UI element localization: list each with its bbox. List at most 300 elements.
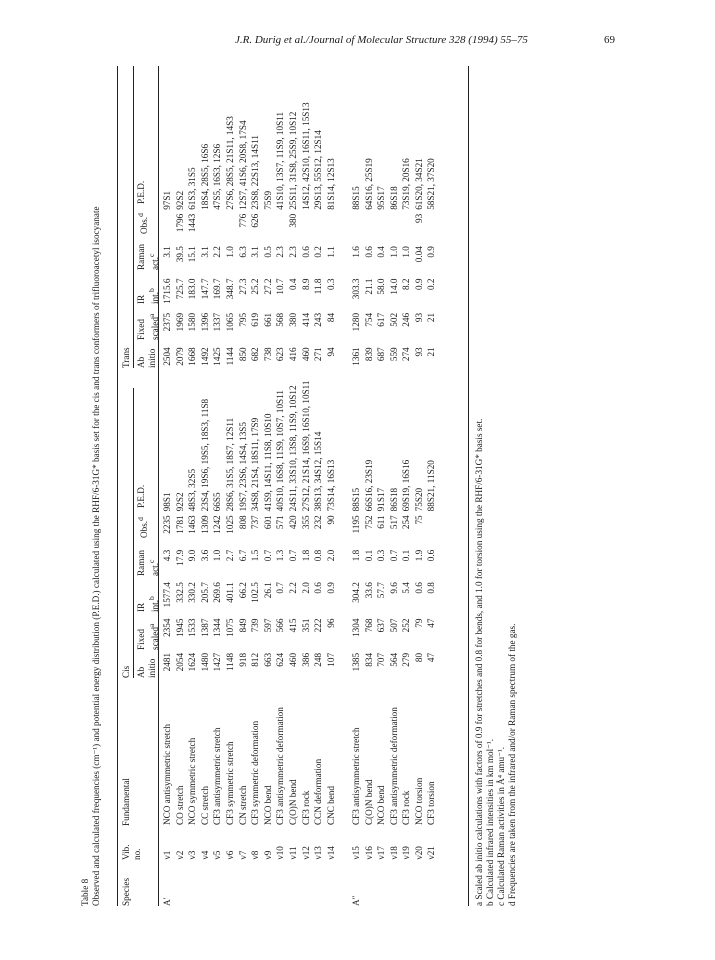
trans-fixed-scaled-cell: 1969	[174, 312, 185, 332]
trans-obs-cell	[162, 210, 175, 242]
fundamental-cell: CF3 antisymmetric deformation	[275, 707, 286, 826]
trans-obs-cell	[351, 210, 364, 242]
cis-ab-initio-cell: 2054	[174, 652, 185, 672]
species-cell	[376, 859, 389, 906]
fundamental-cell: CF3 antisymmetric stretch	[212, 727, 223, 826]
fundamental-cell: CC stretch	[199, 786, 210, 826]
cis-obs-cell: 254	[401, 515, 412, 530]
trans-obs-cell	[401, 210, 414, 242]
cis-fixed-scaled-cell: 597	[262, 618, 273, 633]
species-cell	[225, 859, 238, 906]
trans-obs-cell	[225, 210, 238, 242]
trans-ped-cell: 73S19, 20S16	[401, 158, 412, 210]
trans-ab-initio-cell: 1144	[224, 347, 235, 366]
trans-ir-int-cell: 0.9	[413, 278, 424, 291]
table-row	[275, 66, 288, 906]
footnote: a Scaled ab initio calculations with factors of 0.9 for stretches and 0.8 for bends, and 1.0 for torsion using the RHF/6-31G* basis set.	[474, 418, 484, 906]
header-cis: Cis	[121, 665, 131, 678]
trans-raman-act-cell: 0.04	[413, 246, 424, 263]
trans-fixed-scaled-cell: 568	[275, 312, 286, 327]
cis-obs-cell: 737	[250, 515, 261, 530]
species-cell	[238, 859, 251, 906]
trans-fixed-scaled-cell: 380	[287, 312, 298, 327]
trans-ped-cell: 58S21, 37S20	[426, 158, 437, 210]
cis-obs-cell: 420	[287, 515, 298, 530]
cis-fixed-scaled-cell: 1533	[187, 618, 198, 637]
trans-ab-initio-cell: 559	[388, 347, 399, 362]
cis-ped-cell: 86S18	[388, 487, 399, 512]
cis-raman-act-cell: 6.7	[237, 549, 248, 562]
trans-ir-int-cell: 27.2	[262, 278, 273, 295]
trans-ab-initio-cell: 839	[363, 347, 374, 362]
header-trans-raman-act: Raman act.$^c$	[136, 243, 160, 270]
trans-raman-act-cell: 39.5	[174, 246, 185, 263]
trans-ir-int-cell: 348.7	[224, 278, 235, 300]
trans-ped-cell: 88S15	[350, 186, 361, 210]
trans-obs-cell	[263, 210, 276, 242]
cis-ir-int-cell: 330.2	[187, 582, 198, 603]
cis-fixed-scaled-cell: 566	[275, 618, 286, 633]
cis-ped-cell: 73S14, 16S13	[325, 459, 336, 512]
trans-ab-initio-cell: 93	[413, 347, 424, 357]
trans-ped-cell: 25S11, 31S8, 25S9, 10S12	[287, 111, 298, 210]
cis-ab-initio-cell: 663	[262, 652, 273, 667]
trans-ped-cell: 14S12, 42S10, 16S11, 15S13	[300, 102, 311, 210]
trans-ab-initio-cell: 1361	[350, 347, 361, 366]
header-cis-fixed-scaled: Fixed scaled$^a$	[136, 623, 160, 650]
fundamental-cell: CF3 antisymmetric stretch	[350, 727, 361, 826]
fundamental-cell: NCO bend	[262, 785, 273, 826]
cis-obs-cell: 1025	[224, 515, 235, 534]
trans-raman-act-cell: 0.2	[313, 246, 324, 258]
cis-ir-int-cell: 0.6	[313, 582, 324, 594]
header-trans-ir-int: IR int.$^b$	[136, 288, 160, 304]
vib-no-cell: ν17	[376, 846, 387, 860]
species-cell: A″	[350, 895, 361, 906]
vib-no-cell: ν13	[313, 846, 324, 860]
vib-no-cell: ν14	[325, 846, 336, 860]
cis-ir-int-cell: 33.6	[363, 582, 374, 599]
species-cell	[187, 859, 200, 906]
header-rule	[158, 66, 159, 906]
trans-raman-act-cell: 0.6	[300, 246, 311, 258]
species-cell	[200, 859, 213, 906]
trans-ir-int-cell: 303.3	[350, 278, 361, 300]
trans-obs-cell: 1796	[174, 213, 185, 233]
species-cell	[414, 859, 427, 906]
species-cell	[313, 859, 326, 906]
table-row	[389, 66, 402, 906]
footnote: b Calculated infrared intensities in km mol⁻¹.	[484, 738, 495, 906]
table-row	[376, 66, 389, 906]
trans-ped-cell: 97S1	[162, 190, 172, 210]
journal-citation: J.R. Durig et al./Journal of Molecular Structure 328 (1994) 55–75	[235, 34, 528, 46]
footnote: c Calculated Raman activities in Å⁴ amu⁻¹.	[495, 746, 506, 906]
bottom-rule	[468, 66, 469, 906]
header-cis-ir-int: IR int.$^b$	[136, 596, 160, 612]
trans-rule	[133, 66, 134, 368]
trans-ped-cell: 95S17	[376, 186, 387, 210]
trans-ir-int-cell: 0.4	[287, 278, 298, 291]
cis-rule	[133, 388, 134, 678]
trans-fixed-scaled-cell: 617	[376, 312, 387, 327]
species-cell	[389, 859, 402, 906]
trans-ir-int-cell: 25.2	[250, 278, 261, 295]
table-row	[187, 66, 200, 906]
cis-raman-act-cell: 1.0	[212, 549, 223, 562]
header-trans-ped: P.E.D.	[136, 180, 146, 204]
cis-obs-cell: 232	[313, 515, 324, 530]
cis-raman-act-cell: 1.8	[350, 549, 361, 562]
trans-ab-initio-cell: 1425	[212, 347, 223, 366]
cis-obs-cell: 1463	[187, 515, 198, 534]
trans-ir-int-cell: 1715.6	[162, 278, 172, 304]
cis-raman-act-cell: 0.7	[287, 549, 298, 562]
trans-raman-act-cell: 1.0	[401, 246, 412, 258]
cis-raman-act-cell: 3.6	[199, 549, 210, 562]
trans-obs-cell	[313, 210, 326, 242]
cis-ped-cell: 69S19, 16S16	[401, 459, 412, 512]
vib-no-cell: ν3	[187, 850, 198, 860]
trans-ped-cell: 18S4, 28S5, 16S6	[199, 143, 210, 210]
table-row	[351, 66, 364, 906]
cis-fixed-scaled-cell: 739	[250, 618, 261, 633]
cis-ped-cell: 48S3, 32S5	[187, 468, 198, 512]
trans-ped-cell: 41S10, 13S7, 11S9, 10S11	[275, 111, 286, 210]
cis-ped-cell: 34S8, 21S4, 18S11, 17S9	[250, 417, 261, 512]
trans-obs-cell	[376, 210, 389, 242]
cis-ab-initio-cell: 386	[300, 652, 311, 667]
footnotes	[474, 66, 517, 906]
cis-ped-cell: 24S11, 33S10, 13S8, 11S9, 10S12	[287, 385, 298, 512]
cis-raman-act-cell: 1.9	[413, 549, 424, 562]
cis-raman-act-cell: 9.0	[187, 549, 198, 562]
table-row	[200, 66, 213, 906]
fundamental-cell: CCN deformation	[313, 758, 324, 826]
cis-fixed-scaled-cell: 252	[401, 618, 412, 633]
cis-obs-cell: 1309	[199, 515, 210, 534]
trans-ir-int-cell: 147.7	[199, 278, 210, 300]
trans-fixed-scaled-cell: 84	[325, 312, 336, 323]
trans-obs-cell	[200, 210, 213, 242]
fundamental-cell: NCO symmetric stretch	[187, 737, 198, 826]
cis-ab-initio-cell: 1624	[187, 652, 198, 672]
cis-raman-act-cell: 17.9	[174, 549, 185, 566]
cis-ir-int-cell: 0.6	[413, 582, 424, 594]
trans-ab-initio-cell: 2079	[174, 347, 185, 366]
trans-ab-initio-cell: 274	[401, 347, 412, 362]
cis-fixed-scaled-cell: 415	[287, 618, 298, 633]
cis-ped-cell: 41S9, 14S11, 11S8, 10S10	[262, 413, 273, 512]
cis-ab-initio-cell: 564	[388, 652, 399, 667]
header-trans: Trans	[121, 347, 131, 368]
trans-raman-act-cell: 0.6	[363, 246, 374, 258]
header-cis-ab-initio: Ab initio	[136, 658, 157, 678]
trans-fixed-scaled-cell: 21	[426, 312, 437, 323]
trans-obs-cell	[426, 210, 439, 242]
vib-no-cell: ν18	[388, 846, 399, 860]
cis-ir-int-cell: 0.8	[426, 582, 437, 594]
trans-ir-int-cell: 169.7	[212, 278, 223, 300]
cis-fixed-scaled-cell: 849	[237, 618, 248, 633]
species-cell	[401, 859, 414, 906]
cis-ab-initio-cell: 1480	[199, 652, 210, 672]
cis-ab-initio-cell: 1427	[212, 652, 223, 672]
trans-raman-act-cell: 1.0	[224, 246, 235, 258]
trans-raman-act-cell: 2.3	[275, 246, 286, 258]
cis-raman-act-cell: 0.1	[363, 549, 374, 562]
cis-ab-initio-cell: 107	[325, 652, 336, 667]
species-cell	[326, 859, 339, 906]
trans-obs-cell	[212, 210, 225, 242]
rotated-table-block	[80, 66, 540, 906]
fundamental-cell: CNC bend	[325, 786, 336, 826]
table-row	[426, 66, 439, 906]
trans-ab-initio-cell: 1492	[199, 347, 210, 366]
trans-ab-initio-cell: 682	[250, 347, 261, 362]
trans-raman-act-cell: 1.1	[325, 246, 336, 258]
top-rule	[117, 66, 118, 906]
cis-ped-cell: 88S21, 11S20	[426, 460, 437, 512]
cis-ab-initio-cell: 2481	[162, 652, 172, 672]
fundamental-cell: CF3 torsion	[426, 781, 437, 826]
trans-ab-initio-cell: 738	[262, 347, 273, 362]
fundamental-cell: CF3 rock	[401, 790, 412, 826]
cis-obs-cell	[426, 511, 439, 545]
trans-ir-int-cell: 725.7	[174, 278, 185, 300]
cis-ped-cell: 19S7, 23S6, 14S4, 13S5	[237, 421, 248, 512]
trans-ir-int-cell: 8.9	[300, 278, 311, 291]
cis-ab-initio-cell: 460	[287, 652, 298, 667]
fundamental-cell: NCO bend	[376, 785, 387, 826]
cis-fixed-scaled-cell: 47	[426, 618, 437, 628]
table-row	[326, 66, 339, 906]
cis-ir-int-cell: 1577.4	[162, 582, 172, 608]
trans-ab-initio-cell: 460	[300, 347, 311, 362]
cis-ir-int-cell: 5.4	[401, 582, 412, 594]
fundamental-cell: C(O)N bend	[363, 779, 374, 826]
cis-ab-initio-cell: 47	[426, 652, 437, 663]
cis-fixed-scaled-cell: 1075	[224, 618, 235, 637]
table-row	[301, 66, 314, 906]
cis-ir-int-cell: 66.2	[237, 582, 248, 599]
cis-ir-int-cell: 0.7	[275, 582, 286, 594]
cis-ab-initio-cell: 80	[413, 652, 424, 663]
header-trans-obs: Obs.$^d$	[136, 213, 150, 234]
cis-obs-cell: 517	[388, 515, 399, 530]
cis-obs-cell: 1242	[212, 515, 223, 534]
cis-ped-cell: 66S16, 23S19	[363, 459, 374, 512]
cis-ir-int-cell: 57.7	[376, 582, 387, 599]
cis-obs-cell: 611	[376, 515, 387, 529]
table-row	[175, 66, 188, 906]
trans-fixed-scaled-cell: 754	[363, 312, 374, 327]
cis-obs-cell: 90	[325, 515, 336, 525]
cis-ped-cell: 66S5	[212, 492, 223, 512]
data-table	[162, 66, 439, 906]
cis-fixed-scaled-cell: 351	[300, 618, 311, 633]
trans-ir-int-cell: 0.2	[426, 278, 437, 291]
trans-ab-initio-cell: 623	[275, 347, 286, 362]
cis-obs-cell: 601	[262, 515, 273, 530]
species-cell: A′	[162, 897, 172, 906]
vib-no-cell: ν15	[350, 846, 361, 860]
table-row	[401, 66, 414, 906]
trans-raman-act-cell: 0.5	[262, 246, 273, 258]
cis-fixed-scaled-cell: 222	[313, 618, 324, 633]
table-caption: Observed and calculated frequencies (cm⁻¹) and potential energy distribution (P.E.D.) calculated using the RHF/6-31G* basis set for the cis and trans conformers of trifluoroacetyl isocyanate	[90, 206, 101, 906]
trans-ped-cell: 23S8, 22S13, 14S11	[250, 135, 261, 210]
trans-ped-cell: 64S16, 25S19	[363, 158, 374, 210]
cis-ped-cell: 88S15	[350, 487, 361, 512]
cis-fixed-scaled-cell: 768	[363, 618, 374, 633]
table-row	[212, 66, 225, 906]
table-row	[238, 66, 251, 906]
trans-raman-act-cell: 2.3	[287, 246, 298, 258]
trans-obs-cell: 93	[413, 213, 424, 223]
cis-ped-cell: 40S10, 16S8, 11S9, 10S7, 10S11	[275, 390, 286, 512]
cis-ir-int-cell: 9.6	[388, 582, 399, 594]
trans-ab-initio-cell: 271	[313, 347, 324, 362]
group-gap	[338, 66, 351, 906]
trans-ir-int-cell: 11.8	[313, 278, 324, 295]
cis-ir-int-cell: 2.0	[300, 582, 311, 594]
header-trans-fixed-scaled: Fixed scaled$^a$	[136, 313, 160, 340]
cis-obs-cell: 1781	[174, 515, 185, 534]
cis-ir-int-cell: 401.1	[224, 582, 235, 603]
table-label: Table 8	[80, 878, 90, 906]
header-cis-obs: Obs.$^d$	[136, 517, 150, 538]
cis-fixed-scaled-cell: 79	[413, 618, 424, 628]
trans-raman-act-cell: 0.9	[426, 246, 437, 258]
header-cis-ped: P.E.D.	[136, 484, 146, 508]
trans-obs-cell: 1443	[187, 213, 198, 233]
fundamental-cell: CF3 antisymmetric deformation	[388, 707, 399, 826]
trans-ab-initio-cell: 1668	[187, 347, 198, 366]
trans-fixed-scaled-cell: 414	[300, 312, 311, 327]
cis-raman-act-cell: 4.3	[162, 549, 172, 562]
vib-no-cell: ν4	[199, 850, 210, 860]
trans-ir-int-cell: 21.1	[363, 278, 374, 295]
table-row	[250, 66, 263, 906]
trans-raman-act-cell: 1.0	[388, 246, 399, 258]
cis-raman-act-cell: 2.0	[325, 549, 336, 562]
trans-fixed-scaled-cell: 795	[237, 312, 248, 327]
cis-ab-initio-cell: 1385	[350, 652, 361, 672]
table-row	[414, 66, 427, 906]
cis-obs-cell: 75	[413, 515, 424, 525]
cis-ab-initio-cell: 812	[250, 652, 261, 667]
trans-obs-cell: 380	[287, 213, 298, 228]
cis-fixed-scaled-cell: 1945	[174, 618, 185, 637]
cis-obs-cell: 752	[363, 515, 374, 530]
trans-ab-initio-cell: 94	[325, 347, 336, 357]
cis-fixed-scaled-cell: 637	[376, 618, 387, 633]
trans-ped-cell: 29S13, 55S12, 12S14	[313, 130, 324, 210]
table-row	[288, 66, 301, 906]
vib-no-cell: ν6	[224, 850, 235, 860]
trans-fixed-scaled-cell: 246	[401, 312, 412, 327]
cis-fixed-scaled-cell: 1304	[350, 618, 361, 637]
cis-raman-act-cell: 0.8	[313, 549, 324, 562]
cis-obs-cell: 1195	[350, 515, 361, 534]
trans-fixed-scaled-cell: 1337	[212, 312, 223, 332]
species-cell	[263, 859, 276, 906]
fundamental-cell: CF3 symmetric stretch	[224, 741, 235, 826]
table-row	[313, 66, 326, 906]
table-row	[225, 66, 238, 906]
trans-fixed-scaled-cell: 1580	[187, 312, 198, 332]
trans-obs-cell	[326, 210, 339, 242]
header-trans-ab-initio: Ab initio	[136, 348, 157, 368]
trans-obs-cell: 626	[250, 213, 261, 228]
vib-no-cell: ν9	[262, 850, 273, 860]
species-cell	[301, 859, 314, 906]
trans-fixed-scaled-cell: 619	[250, 312, 261, 327]
vib-no-cell: ν2	[174, 850, 185, 860]
species-cell	[175, 859, 188, 906]
cis-ab-initio-cell: 1148	[224, 652, 235, 671]
cis-ped-cell: 27S12, 21S14, 16S9, 16S10, 10S11	[300, 380, 311, 512]
cis-ped-cell: 91S17	[376, 487, 387, 512]
species-cell	[212, 859, 225, 906]
trans-ped-cell: 81S14, 12S13	[325, 158, 336, 210]
cis-ped-cell: 98S1	[162, 492, 172, 512]
cis-raman-act-cell: 1.3	[275, 549, 286, 562]
cis-raman-act-cell: 0.6	[426, 549, 437, 562]
fundamental-cell: CF3 symmetric deformation	[250, 720, 261, 826]
vib-no-cell: ν10	[275, 846, 286, 860]
cis-obs-cell: 808	[237, 515, 248, 530]
species-cell	[426, 859, 439, 906]
trans-ped-cell: 61S20, 34S21	[413, 158, 424, 210]
trans-fixed-scaled-cell: 1280	[350, 312, 361, 332]
trans-ir-int-cell: 8.2	[401, 278, 412, 291]
table-title	[80, 66, 102, 906]
trans-ped-cell: 47S5, 16S3, 12S6	[212, 143, 223, 210]
species-cell	[288, 859, 301, 906]
header-vib-no: Vib. no.	[121, 844, 142, 860]
cis-ped-cell: 75S20	[413, 487, 424, 512]
table-row	[263, 66, 276, 906]
cis-raman-act-cell: 2.7	[224, 549, 235, 562]
fundamental-cell: CO stretch	[174, 785, 185, 826]
trans-ped-cell: 86S18	[388, 186, 399, 210]
trans-fixed-scaled-cell: 93	[413, 312, 424, 323]
vib-no-cell: ν12	[300, 846, 311, 860]
cis-ir-int-cell: 0.9	[325, 582, 336, 594]
trans-ir-int-cell: 27.3	[237, 278, 248, 295]
trans-ir-int-cell: 10.7	[275, 278, 286, 295]
cis-ir-int-cell: 26.1	[262, 582, 273, 599]
vib-no-cell: ν16	[363, 846, 374, 860]
species-cell	[364, 859, 377, 906]
vib-no-cell: ν8	[250, 850, 261, 860]
cis-obs-cell: 355	[300, 515, 311, 530]
trans-raman-act-cell: 3.1	[162, 246, 172, 258]
trans-ped-cell: 92S2	[174, 190, 185, 210]
cis-ir-int-cell: 269.6	[212, 582, 223, 603]
cis-ped-cell: 38S13, 34S12, 15S14	[313, 431, 324, 512]
trans-ped-cell: 27S6, 28S5, 21S11, 14S3	[224, 116, 235, 210]
cis-ir-int-cell: 102.5	[250, 582, 261, 603]
running-head	[0, 34, 715, 50]
header-fundamental: Fundamental	[121, 778, 131, 826]
table-row	[364, 66, 377, 906]
fundamental-cell: NCO torsion	[413, 777, 424, 826]
trans-ir-int-cell: 14.0	[388, 278, 399, 295]
cis-raman-act-cell: 1.5	[250, 549, 261, 562]
